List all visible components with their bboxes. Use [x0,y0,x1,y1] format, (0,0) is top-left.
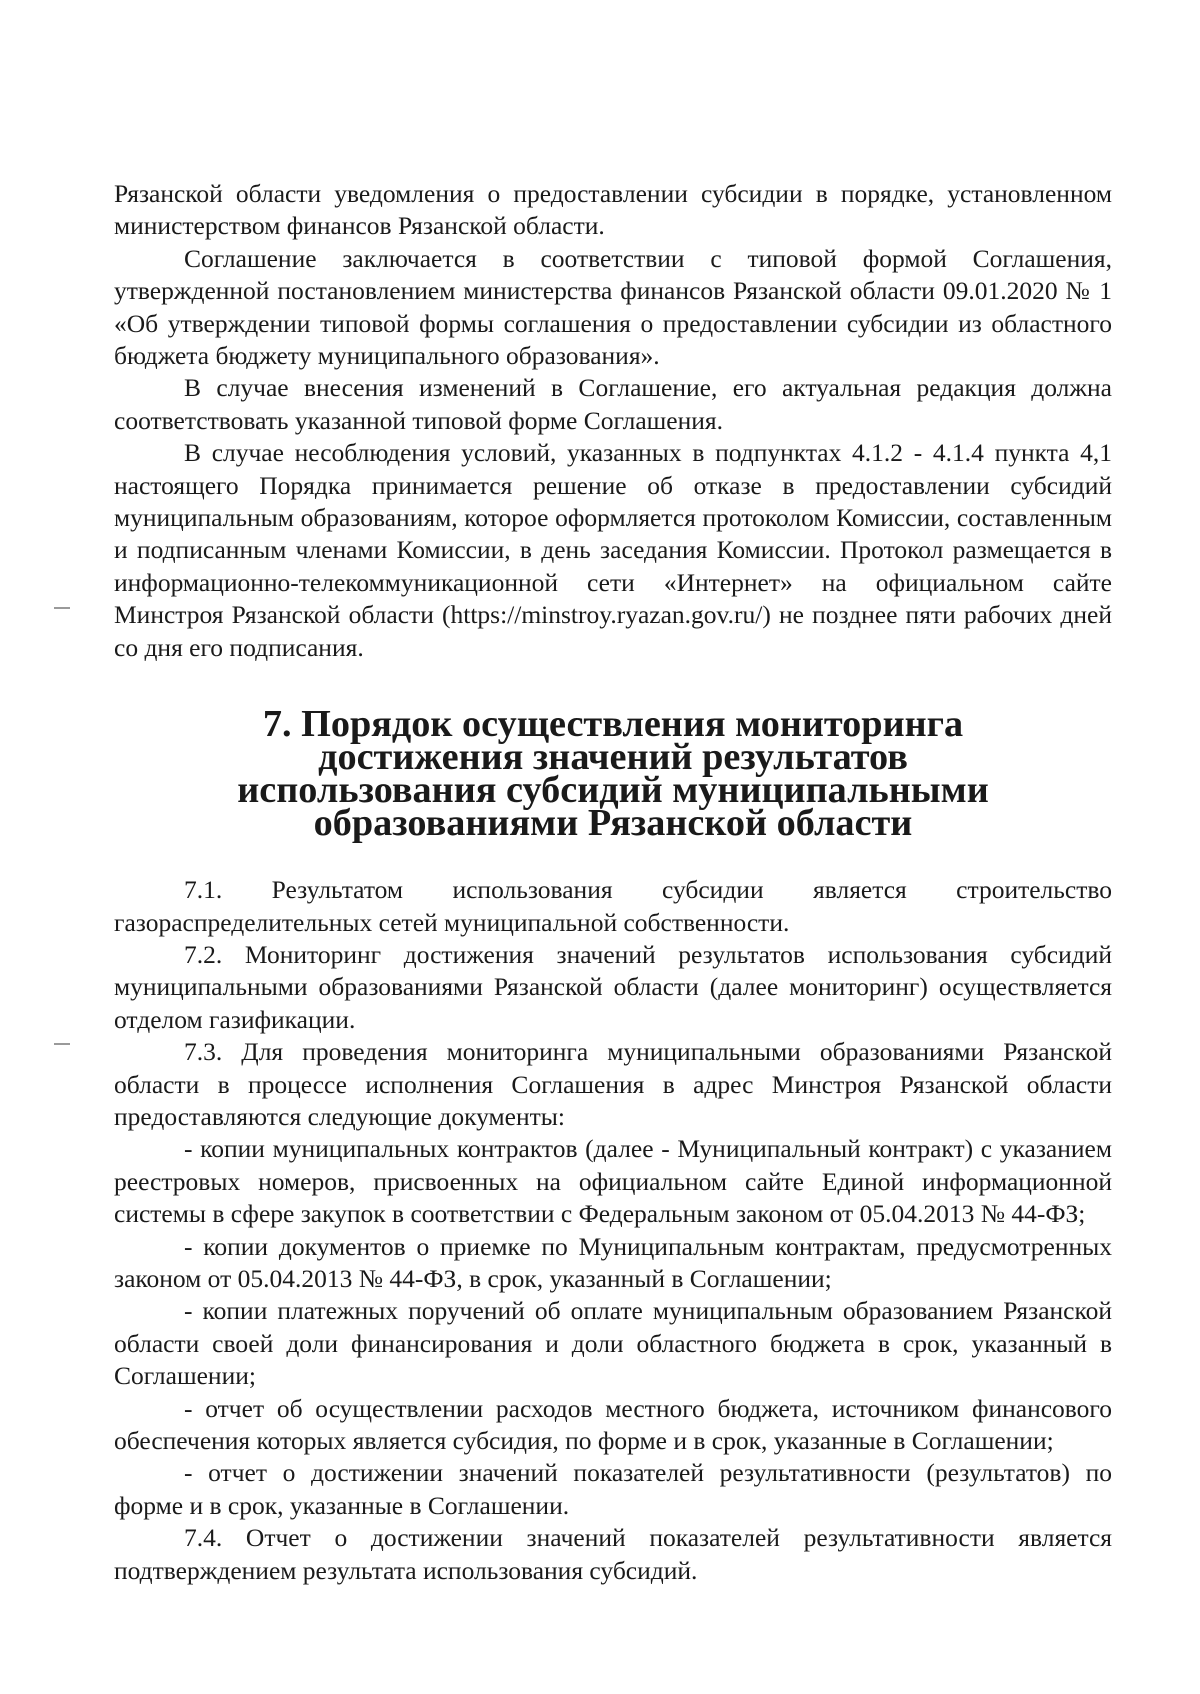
clause-7-3: 7.3. Для проведения мониторинга муниципальными образованиями Рязанской области в процессе исполнения Соглашения в адрес Минстроя Рязанской области предоставляются следующие документы: [114,1037,1112,1131]
list-item-acceptance-documents: - копии документов о приемке по Муниципальным контрактам, предусмотренных законом от 05.04.2013 № 44-ФЗ, в срок, указанный в Соглашении; [114,1231,1112,1293]
list-item-payment-orders: - копии платежных поручений об оплате муниципальным образованием Рязанской области своей доли финансирования и доли областного бюджета в срок, указанный в Соглашении; [114,1296,1112,1391]
list-item-contract-copies: - копии муниципальных контрактов (далее - Муниципальный контракт) с указанием реестровых номеров, присвоенных на официальном сайте Единой информационной системы в сфере закупок в соответствии с Федеральным законом от 05.04.2013 № 44-ФЗ; [114,1134,1112,1229]
scan-artifact-mark [54,607,70,609]
paragraph-refusal-decision: В случае несоблюдения условий, указанных в подпунктах 4.1.2 - 4.1.4 пункта 4,1 настоящего Порядка принимается решение об отказе в предоставлении субсидий муниципальным образованиям, которое оформляется протоколом Комиссии, составленным и подписанным членами Комиссии, в день заседания Комиссии. Протокол размещается в информационно-телекоммуникационной сети «Интернет» на официальном сайте Минстроя Рязанской области (https://minstroy.ryazan.gov.ru/) не позднее пяти рабочих дней со дня его подписания. [114,438,1112,662]
paragraph-agreement-form: Соглашение заключается в соответствии с типовой формой Соглашения, утвержденной постановлением министерства финансов Рязанской области 09.01.2020 № 1 «Об утверждении типовой формы соглашения о предоставлении субсидии из областного бюджета бюджету муниципального образования». [114,243,1112,371]
section-7-heading: 7. Порядок осуществления мониторинга достижения значений результатов использования субсидий муниципальными образованиями Рязанской области [237,703,989,845]
clause-7-2: 7.2. Мониторинг достижения значений результатов использования субсидий муниципальными образованиями Рязанской области (далее мониторинг) осуществляется отделом газификации. [114,939,1112,1034]
clause-7-1: 7.1. Результатом использования субсидии является строительство газораспределительных сетей муниципальной собственности. [114,875,1112,937]
scan-artifact-mark [54,1043,70,1045]
list-item-performance-report: - отчет о достижении значений показателей результативности (результатов) по форме и в срок, указанные в Соглашении. [114,1458,1112,1520]
list-item-expense-report: - отчет об осуществлении расходов местного бюджета, источником финансового обеспечения которых является субсидия, по форме и в срок, указанные в Соглашении; [114,1393,1112,1455]
paragraph-continuation: Рязанской области уведомления о предоставлении субсидии в порядке, установленном министерством финансов Рязанской области. [114,179,1112,241]
paragraph-agreement-changes: В случае внесения изменений в Соглашение, его актуальная редакция должна соответствовать указанной типовой форме Соглашения. [114,373,1112,435]
clause-7-4: 7.4. Отчет о достижении значений показателей результативности является подтверждением результата использования субсидий. [114,1523,1112,1585]
document-body [114,178,1112,1587]
